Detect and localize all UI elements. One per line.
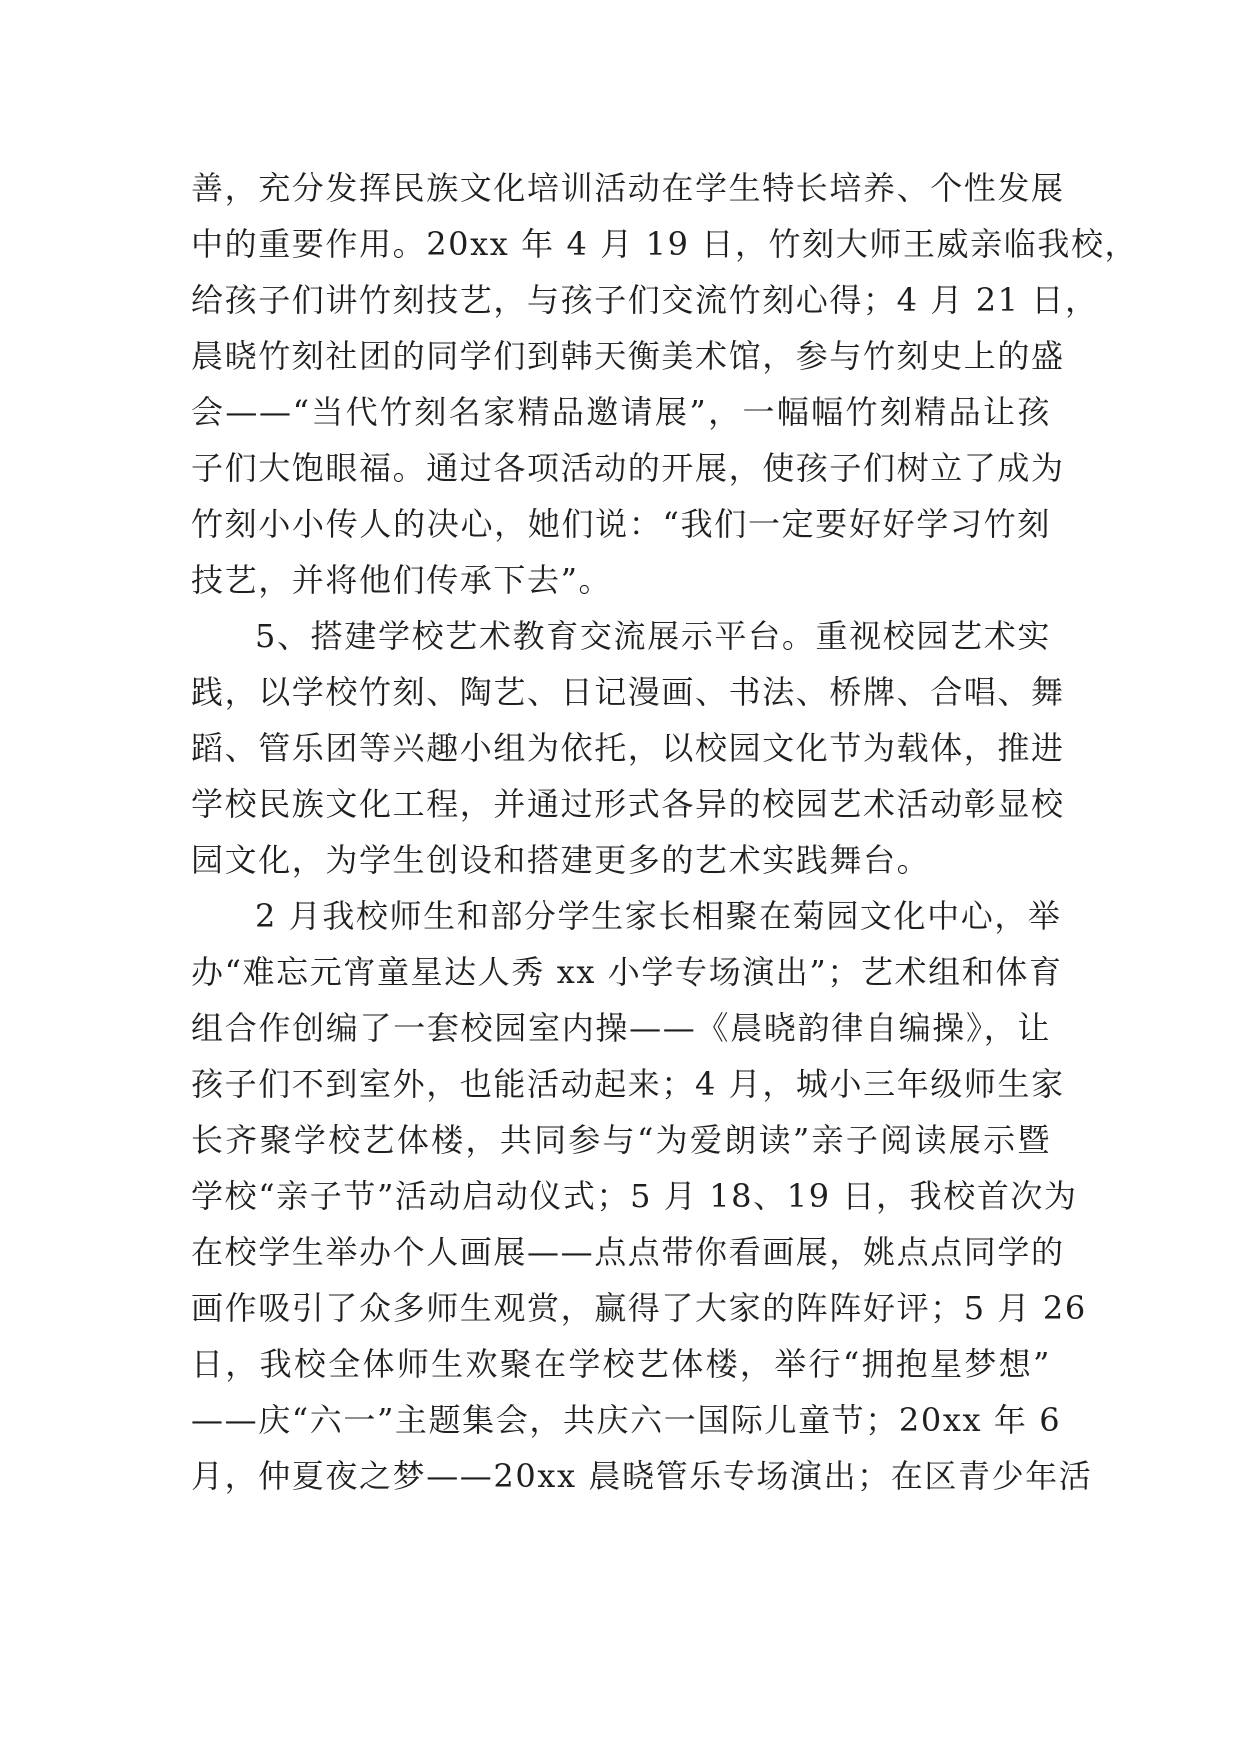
- text-line: 践，以学校竹刻、陶艺、日记漫画、书法、桥牌、合唱、舞: [191, 673, 1065, 711]
- text-line: ——庆“六一”主题集会，共庆六一国际儿童节；20xx 年 6: [191, 1401, 1062, 1439]
- text-line: 蹈、管乐团等兴趣小组为依托，以校园文化节为载体，推进: [191, 729, 1065, 767]
- text-line: 会——“当代竹刻名家精品邀请展”，一幅幅竹刻精品让孩: [191, 393, 1051, 431]
- text-line: 子们大饱眼福。通过各项活动的开展，使孩子们树立了成为: [191, 449, 1065, 487]
- body-text: [191, 160, 1139, 1504]
- text-line: 中的重要作用。20xx 年 4 月 19 日，竹刻大师王威亲临我校，: [191, 225, 1139, 263]
- text-line: 画作吸引了众多师生观赏，赢得了大家的阵阵好评；5 月 26: [191, 1289, 1087, 1327]
- text-line: 月，仲夏夜之梦——20xx 晨晓管乐专场演出；在区青少年活: [191, 1457, 1093, 1495]
- text-line: 晨晓竹刻社团的同学们到韩天衡美术馆，参与竹刻史上的盛: [191, 337, 1065, 375]
- text-line: 孩子们不到室外，也能活动起来；4 月，城小三年级师生家: [191, 1065, 1065, 1103]
- text-line: 善，充分发挥民族文化培训活动在学生特长培养、个性发展: [191, 169, 1065, 207]
- text-line: 学校“亲子节”活动启动仪式；5 月 18、19 日，我校首次为: [191, 1177, 1078, 1215]
- text-line: 2 月我校师生和部分学生家长相聚在菊园文化中心，举: [255, 897, 1062, 935]
- text-line: 办“难忘元宵童星达人秀 xx 小学专场演出”；艺术组和体育: [191, 953, 1063, 991]
- text-line: 技艺，并将他们传承下去”。: [191, 561, 613, 599]
- text-line: 在校学生举办个人画展——点点带你看画展，姚点点同学的: [191, 1233, 1065, 1271]
- text-line: 园文化，为学生创设和搭建更多的艺术实践舞台。: [191, 841, 931, 879]
- text-line: 给孩子们讲竹刻技艺，与孩子们交流竹刻心得；4 月 21 日，: [191, 281, 1099, 319]
- text-line: 竹刻小小传人的决心，她们说：“我们一定要好好学习竹刻: [191, 505, 1051, 543]
- text-line: 组合作创编了一套校园室内操——《晨晓韵律自编操》，让: [191, 1009, 1051, 1047]
- text-line: 日，我校全体师生欢聚在学校艺体楼，举行“拥抱星梦想”: [191, 1345, 1051, 1383]
- text-line: 长齐聚学校艺体楼，共同参与“为爱朗读”亲子阅读展示暨: [191, 1121, 1051, 1159]
- text-line: 学校民族文化工程，并通过形式各异的校园艺术活动彰显校: [191, 785, 1065, 823]
- text-line: 5、搭建学校艺术教育交流展示平台。重视校园艺术实: [255, 617, 1051, 655]
